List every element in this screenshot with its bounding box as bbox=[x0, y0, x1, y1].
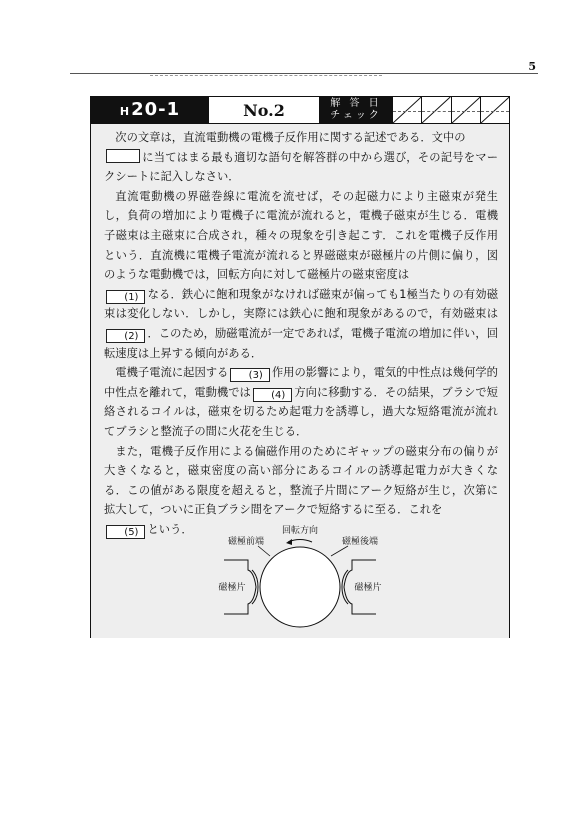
motor-figure bbox=[210, 520, 390, 632]
intro-paragraph: 次の文章は，直流電動機の電機子反作用に関する記述である．文中の に当てはまる最も適切な語句を解答群の中から選び，その記号をマークシートに記入しなさい． bbox=[104, 131, 498, 184]
check-box[interactable] bbox=[481, 97, 509, 123]
exam-code: 20-1 bbox=[131, 99, 181, 120]
problem-title-bar bbox=[90, 96, 510, 124]
slash-icon bbox=[393, 97, 421, 123]
arrowhead-icon bbox=[286, 539, 292, 545]
motor-diagram bbox=[210, 520, 390, 632]
paragraph-3: また，電機子反作用による偏磁作用のためにギャップの磁束分布の偏りが大きくなると，磁束密度の高い部分にあるコイルの誘導起電力が大きくなる．この値がある限度を超えると，整流子片間にアーク短絡が生じ，次第に拡大して，ついに正負ブラシ間をアークで短絡するに至る．これを (5) という． bbox=[104, 444, 498, 538]
leader-line bbox=[258, 546, 270, 556]
pole-back-label: 磁極後端 bbox=[341, 537, 379, 547]
blank-4[interactable]: (4) bbox=[253, 388, 292, 402]
blank-1[interactable]: (1) bbox=[106, 290, 145, 304]
check-label-top: 解 答 日 bbox=[330, 98, 382, 109]
problem-text bbox=[104, 128, 498, 539]
slash-icon bbox=[452, 97, 480, 123]
pole-piece-right-label: 磁極片 bbox=[354, 583, 382, 593]
problem-number: No.2 bbox=[209, 97, 320, 123]
check-label-bottom: チェック bbox=[330, 110, 382, 121]
slash-icon bbox=[481, 97, 509, 123]
paragraph-2: 電機子電流に起因する (3) 作用の影響により，電気的中性点は幾何学的中性点を離れて，電動機では (4) 方向に移動する．その結果，ブラシで短絡されるコイルは，磁束を切るため起電力を誘導し，過大な短絡電流が流れてブラシと整流子の間に火花を生じる． bbox=[104, 366, 498, 438]
armature-circle bbox=[260, 547, 340, 627]
blank-example bbox=[106, 149, 140, 163]
blank-5[interactable]: (5) bbox=[106, 525, 145, 539]
paragraph-1: 直流電動機の界磁巻線に電流を流せば，その起磁力により主磁束が発生し，負荷の増加により電機子に電流が流れると，電機子磁束が生じる．電機子磁束は主磁束に合成され，種々の現象を引き起こす．これを電機子反作用という．直流機に電機子電流が流れると界磁磁束が磁極片の片側に偏り，図のような電動機では，回転方向に対して磁極片の磁束密度は (1) なる．鉄心に飽和現象がなければ磁束が偏っても1極当たりの有効磁束は変化しない．しかし，実際には鉄心に飽和現象があるので，有効磁束は(2) ．このため，励磁電流が一定であれば，電機子電流の増加に伴い，回転速度は上昇する傾向がある． bbox=[104, 189, 498, 360]
exam-era: H bbox=[119, 105, 130, 118]
blank-3[interactable]: (3) bbox=[230, 368, 269, 382]
pole-front-label: 磁極前端 bbox=[227, 537, 265, 547]
check-box[interactable] bbox=[393, 97, 422, 123]
check-box[interactable] bbox=[422, 97, 451, 123]
header-rule-dashed bbox=[150, 75, 382, 76]
check-box[interactable] bbox=[452, 97, 481, 123]
blank-2[interactable]: (2) bbox=[106, 329, 145, 343]
rotation-direction-label: 回転方向 bbox=[281, 526, 319, 536]
slash-icon bbox=[422, 97, 450, 123]
check-boxes bbox=[392, 97, 509, 123]
answer-date-check-label bbox=[320, 97, 392, 123]
header-rule bbox=[70, 73, 538, 74]
leader-line bbox=[331, 546, 348, 556]
pole-piece-left-label: 磁極片 bbox=[218, 583, 246, 593]
page-number: 5 bbox=[528, 60, 536, 73]
exam-id bbox=[91, 97, 209, 123]
